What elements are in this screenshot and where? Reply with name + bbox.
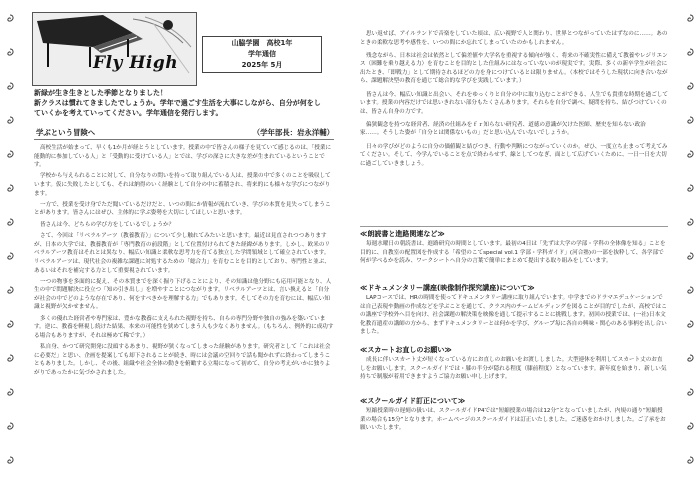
swirl-ornament-icon — [5, 320, 15, 330]
note-heading: ≪朗読書と進路関連など≫ — [360, 230, 445, 238]
swirl-ornament-icon — [5, 388, 15, 398]
swirl-ornament-icon — [5, 422, 15, 432]
swirl-ornament-icon — [5, 14, 15, 24]
swirl-ornament-icon — [685, 218, 695, 228]
header-box — [202, 36, 322, 73]
note-body: 成長に伴いスカート丈が短くなっている方にお直しのお願いをお渡ししました。大型連休を利用してスカート丈のお直しをお願いします。スクールガイドでは・膝の半分が隠れる程度（膝前程度）となっています。新年度を始まり、新しい気持ちで制服が着用できますようご協力お願い申し上げます。 — [360, 357, 667, 381]
article-paragraph: 偏狭観念を持つな経営者、経済の仕組みをｆｒ知らない研究者、道徳の意識が欠けた医師、歴史を知らない政治家……。そうした姿が「自分とは関係ないもの」だと思い込んでいないでしょうか。 — [360, 121, 646, 137]
article-body — [34, 144, 334, 380]
left-border-ornament — [4, 6, 16, 488]
swirl-ornament-icon — [685, 456, 695, 466]
swirl-ornament-icon — [5, 150, 15, 160]
right-border-ornament — [684, 6, 696, 488]
article-paragraph: 高校生活が始まって、早くも1か月が経とうとしています。授業の中で皆さんの様子を見ていて感じるのは、「授業に能動的に参加している人」と「受動的に受けている人」とでは、学びの深さに大きな差が生まれているということです。 — [34, 145, 332, 169]
note-skirt — [360, 345, 668, 382]
swirl-ornament-icon — [685, 150, 695, 160]
grand-piano-icon — [33, 13, 196, 85]
article-paragraph: 一方で、授業を受け身でただ聞いているだけだと、いつの間にか情報が流れていき、学びの本質を見失ってしまうことがあります。皆さんにはぜひ、主体的に学ぶ姿勢を大切にしてほしいと思います。 — [34, 201, 331, 217]
swirl-ornament-icon — [5, 48, 15, 58]
article-paragraph: 思い返せば、アイルランドで音楽をしていた頃は、広い視野で人と関わり、世界とつながっていたはずなのに……。あのときの柔軟な思考や感性を、いつの間にか忘れてしまっていたのかもしれません。 — [360, 31, 668, 46]
intro-text — [34, 88, 334, 118]
swirl-ornament-icon — [685, 354, 695, 364]
issue-date: 2025年 5月 — [241, 61, 283, 69]
school-name: 山脇学園 高校1年 — [231, 39, 293, 47]
article-header — [34, 127, 334, 139]
swirl-ornament-icon — [685, 116, 695, 126]
article-paragraph: 私自身、かつて研究開発に没頭するあまり、視野が狭くなってしまった経験があります。研究者として「これは社会に必要だ」と思い、企画を提案しても却下されることが続き、時には会議の空回りで話も聞かれずに終わってしまうこともありました。しかし、その後、組織や社会全体の動きを俯瞰する立場になって初めて、自分の考えがいかに独りよがりであったかに気づかされました。 — [34, 344, 331, 376]
article-title: 学ぶという冒険へ — [36, 128, 96, 137]
note-reading-careers — [360, 229, 668, 266]
article-paragraph: 皆さんは今、どちらの学び方をしているでしょうか？ — [40, 221, 175, 228]
article-paragraph: 皆さんは今、幅広い知識と出会い、それをゆっくりと自分の中に取り込むことができる、人生でも貴重な時期を過ごしています。授業の内容だけでは思いきれない部分もたくさんあります。それらを自分で調べ、疑問を持ち、結びつけていくのは、皆さん自身の力です。 — [360, 91, 669, 115]
note-body: LAPコースでは、HRの時間を使ってドキュメンタリー講座に取り組んでいます。中学までのドラマエデュケーションでは自己表現や動画の作成などを学ぶことを通じて、クラス内のチームビルディングを図ることが目的でしたが、高校ではこの講座で学校外へ目を向け、社会課題の解決策を映像を通して提示することに挑戦します。初回の授業では、(一社)日本文化教育遺産の講師の方から、まずドキュメンタリーとは何かを学び、グループ毎に各自の興味・関心のある事柄を出し合いました。 — [360, 295, 667, 336]
newsletter-name: 学年通信 — [248, 50, 276, 58]
banner-title: Fly High — [93, 53, 179, 73]
swirl-ornament-icon — [685, 252, 695, 262]
swirl-ornament-icon — [5, 354, 15, 364]
article-paragraph: さて、今回は「リベラルアーツ（教養教育）」について少し触れてみたいと思います。最近は見直されつつありますが、日本の大学では、教養教育が「専門教育の前段階」として位置付けられてきた経緯があります。しかし、欧米のリベラルアーツ教育はそれとは異なり、幅広い知識と柔軟な思考力を育てる独立した学問領域として確立されています。リベラルアーツは、現代社会の複雑な課題に対処するための「総合力」を育むことを目的としており、専門性と並ぶ、あるいはそれを補完する力として重要視されています。 — [34, 233, 331, 274]
article-paragraph: 日々の学びがどのように自分の価値観と結びつき、行動や判断につながっていくのか。ぜひ、一度立ち止まって考えてみてください。そして、今学んでいることを点で終わらせず、線としてつなぎ、面として広げていくために、一日一日を大切に過ごしていきましょう。 — [360, 143, 668, 167]
swirl-ornament-icon — [685, 14, 695, 24]
title-underline — [34, 139, 334, 140]
intro-line: 新クラスは慣れてきましたでしょうか。学年で過ごす生活を大事にしながら、自分が何をし — [34, 99, 321, 107]
swirl-ornament-icon — [685, 388, 695, 398]
note-documentary — [360, 283, 668, 337]
swirl-ornament-icon — [5, 286, 15, 296]
swirl-ornament-icon — [5, 456, 15, 466]
section-divider — [360, 226, 668, 227]
note-heading: ≪スカートお直しのお願い≫ — [360, 346, 452, 354]
swirl-ornament-icon — [685, 82, 695, 92]
swirl-ornament-icon — [5, 252, 15, 262]
swirl-ornament-icon — [5, 82, 15, 92]
article-author: （学年部長：岩永洋輔） — [252, 128, 334, 137]
article-paragraph: 多くの優れた経営者や専門家は、豊かな教養に支えられた視野を持ち、自らの専門分野や独自の強みを築いています。逆に、教養を軽視し続けた結果、本来の可能性を狭めてしまう人も少なくありません。（もちろん、例外的に成功する場合もありますが、それは極めて稀です。） — [34, 315, 334, 339]
intro-line: ていくかを考えていってください。学年通信を発行します。 — [34, 109, 223, 117]
swirl-ornament-icon — [5, 116, 15, 126]
swirl-ornament-icon — [5, 218, 15, 228]
note-body: 短縮授業時の遅刻の扱いは、スクールガイドP4では“短縮授業の場合は12分”となっていましたが、内規の通り“短縮授業の場合も15分”となります。ホームページのスクールガイドは訂正いたしました。ご迷惑をおかけしました。ご了承をお願いいたします。 — [360, 408, 666, 432]
note-school-guide — [360, 396, 668, 433]
article-paragraph: 残念ながら、日本は社会は依然として偏差値や大学名を重視する傾向が強く、将来の不確実性に備えて教養やレジリエンス（困難を乗り越える力）を育むことを目的とした仕組みにはなっていないのが現実です。実際、多くの新卒学生が社会に出たとき、「即戦力」として期待されるほどの力を身につけているとは限りません。（本校ではそうした現状に向き合いながら、課題解決型の教育を通じて総合的な学びを実践しています。） — [360, 52, 668, 85]
swirl-ornament-icon — [685, 422, 695, 432]
note-heading: ≪ドキュメンタリー講座(映像制作探究講座)について≫ — [360, 284, 535, 292]
swirl-ornament-icon — [685, 184, 695, 194]
article-paragraph: 一つの物事を多面的に捉え、その本質までを深く掘り下げることにより、その知識は他分野にも応用可能となり、人生の中で問題解決に役立つ「知の引き出し」を増やすことにつながります。リベラルアーツとは、言い換えると「自分が社会の中でどのような存在であり、何をすべきかを理解する力」でもあります。そしてその力を育むには、幅広い知識と視野が欠かせません。 — [34, 278, 332, 311]
swirl-ornament-icon — [5, 184, 15, 194]
swirl-ornament-icon — [685, 48, 695, 58]
note-body: 毎週水曜日の朝読書は、進路研究の時間としています。最初の4日は「先ずは大学の学部・学科の全体像を知る」ことを目的に、自教室の配置図を作成する「希望のこてspecial vol.1 学部・学科ガイド」(河合塾)の一部を抜粋して、各学部で何が学べるかを読み、ワークシートへ自分の言葉で簡単にまとめて提出する取り組みをしています。 — [360, 241, 666, 265]
article-paragraph: 学校から与えられることに対して、自分なりの問いを持って取り組んでいる人は、授業の中で多くのことを吸収しています。仮に失敗したとしても、それは納得のいく経験として自分の中に蓄積され、将来的にも様々な学びにつながります。 — [34, 173, 331, 197]
note-heading: ≪スクールガイド訂正について≫ — [360, 397, 466, 405]
swirl-ornament-icon — [685, 286, 695, 296]
fly-high-banner — [32, 12, 197, 86]
intro-line: 新緑が生き生きとした季節となりました！ — [34, 89, 167, 97]
swirl-ornament-icon — [685, 320, 695, 330]
article-continuation — [360, 30, 668, 173]
